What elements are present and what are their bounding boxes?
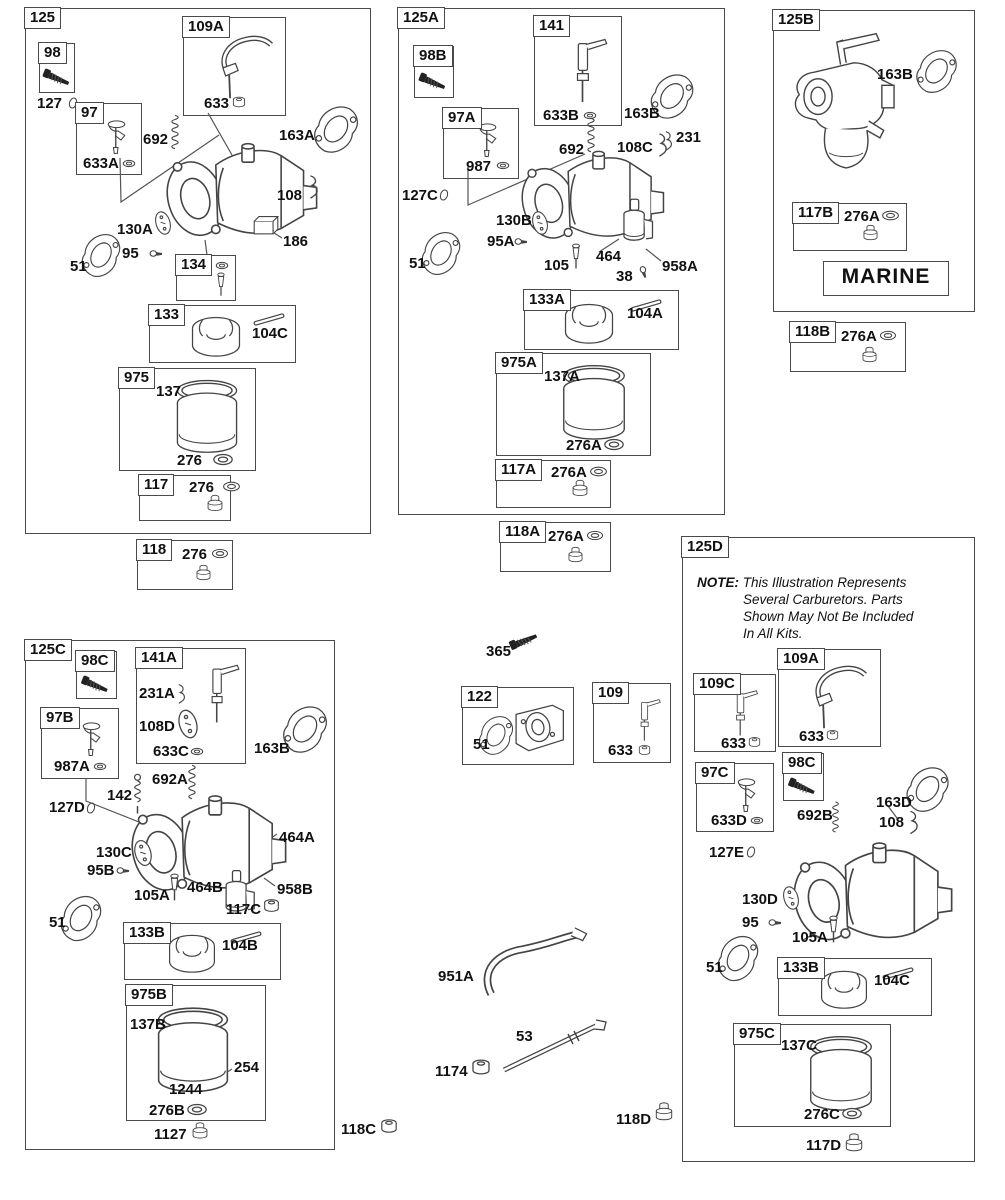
- screw-icon: [116, 865, 131, 876]
- part-box-label: 98B: [413, 45, 453, 67]
- part-label-137B: 137B: [130, 1016, 166, 1033]
- throttle-shaft-icon: [197, 663, 241, 727]
- washer-icon: [215, 261, 229, 270]
- part-box-label: 117: [138, 474, 174, 496]
- part-box-label: 134: [175, 254, 212, 276]
- spring-icon: [586, 113, 596, 157]
- note-label: NOTE:: [697, 575, 739, 590]
- seal-ring-icon: [85, 802, 97, 814]
- part-label-130B: 130B: [496, 212, 532, 229]
- part-box-label: 975B: [125, 984, 173, 1006]
- part-label-464A: 464A: [279, 829, 315, 846]
- section-tag: 125B: [772, 9, 820, 31]
- part-box-118A: [500, 522, 611, 572]
- part-box-label: 975: [118, 367, 155, 389]
- part-box-label: 141A: [135, 647, 183, 669]
- part-label-692B: 692B: [797, 807, 833, 824]
- part-label-130C: 130C: [96, 844, 132, 861]
- part-label-186: 186: [283, 233, 309, 250]
- part-label-104C: 104C: [252, 325, 288, 342]
- part-label-137A: 137A: [544, 368, 580, 385]
- part-label-276: 276: [189, 479, 215, 496]
- part-box-label: 97B: [40, 707, 80, 729]
- part-label-276C: 276C: [804, 1106, 840, 1123]
- jet-lever-icon: [725, 689, 759, 739]
- part-box-label: 98C: [75, 650, 115, 672]
- bowl-screw-icon: [844, 1131, 864, 1156]
- part-label-127E: 127E: [709, 844, 745, 861]
- section-125B: [773, 10, 975, 312]
- part-label-38: 38: [616, 268, 633, 285]
- section-tag: 125D: [681, 536, 729, 558]
- choke-plate-icon: [782, 884, 800, 912]
- part-box-label: 117A: [495, 459, 542, 481]
- note-line: Shown May Not Be Included: [743, 609, 914, 624]
- nut-icon: [263, 898, 280, 913]
- needle-valve-icon: [570, 243, 582, 271]
- washer-icon: [496, 161, 510, 170]
- throttle-shaft-icon: [561, 37, 609, 107]
- part-label-633: 633: [204, 95, 230, 112]
- o-ring-icon: [603, 438, 625, 451]
- part-label-51: 51: [706, 959, 723, 976]
- note-block: [697, 574, 959, 642]
- part-label-464B: 464B: [187, 879, 223, 896]
- part-label-1244: 1244: [169, 1081, 203, 1098]
- part-box-label: 118A: [499, 521, 546, 543]
- part-label-51: 51: [70, 258, 87, 275]
- part-label-163D: 163D: [876, 794, 912, 811]
- part-label-104A: 104A: [627, 305, 663, 322]
- part-label-127C: 127C: [402, 187, 438, 204]
- part-label-464: 464: [596, 248, 622, 265]
- nut-icon: [471, 1058, 491, 1076]
- part-box-label: 117B: [792, 202, 839, 224]
- float-icon: [167, 933, 217, 973]
- part-label-276A: 276A: [548, 528, 584, 545]
- washer-icon: [190, 747, 204, 756]
- part-label-117C: 117C: [226, 901, 262, 918]
- jet-lever-icon: [630, 698, 662, 744]
- part-box-label: 975A: [495, 352, 543, 374]
- part-label-633B: 633B: [543, 107, 579, 124]
- part-label-231A: 231A: [139, 685, 175, 702]
- o-ring-icon: [881, 210, 900, 221]
- part-box-label: 109A: [182, 16, 230, 38]
- seal-ring-icon: [745, 846, 757, 858]
- spring-icon: [187, 763, 197, 801]
- bowl-screw-icon: [206, 493, 224, 515]
- part-label-951A: 951A: [438, 968, 474, 985]
- part-label-104B: 104B: [222, 937, 258, 954]
- part-label-163B: 163B: [624, 105, 660, 122]
- choke-plate-icon: [531, 207, 549, 239]
- part-label-105A: 105A: [134, 887, 170, 904]
- seal-ring-icon: [438, 189, 450, 201]
- bowl-screw-icon: [191, 1120, 209, 1143]
- part-label-1174: 1174: [435, 1063, 468, 1080]
- bowl-screw-icon: [654, 1100, 674, 1125]
- part-box-label: 109C: [693, 673, 741, 695]
- o-ring-icon: [212, 453, 234, 466]
- clip-icon: [176, 683, 186, 705]
- part-box-label: 98C: [782, 752, 822, 774]
- fuel-tube-icon: [477, 924, 593, 998]
- part-box-label: 118: [136, 539, 172, 561]
- part-label-108: 108: [277, 187, 303, 204]
- choke-plate-icon: [154, 208, 172, 238]
- throttle-rod-icon: [498, 1012, 610, 1076]
- bushing-icon: [826, 729, 839, 741]
- note-line: In All Kits.: [743, 626, 803, 641]
- idle-screw-icon: [131, 773, 144, 815]
- part-label-633D: 633D: [711, 812, 747, 829]
- note-line: NOTE: This Illustration Represents: [697, 575, 907, 590]
- part-box-label: 133B: [777, 957, 825, 979]
- choke-cable-icon: [793, 664, 873, 730]
- part-label-276: 276: [177, 452, 203, 469]
- part-label-130D: 130D: [742, 891, 778, 908]
- part-label-51: 51: [473, 736, 490, 753]
- bowl-screw-icon: [861, 345, 878, 366]
- part-label-127D: 127D: [49, 799, 85, 816]
- part-label-231: 231: [676, 129, 702, 146]
- part-label-108D: 108D: [139, 718, 175, 735]
- o-ring-icon: [222, 481, 241, 492]
- gasket-icon: [904, 38, 969, 103]
- part-box-label: 97A: [442, 107, 482, 129]
- part-box-label: 109: [592, 682, 629, 704]
- part-label-163A: 163A: [279, 127, 315, 144]
- bowl-screw-icon: [567, 545, 584, 566]
- part-label-276: 276: [182, 546, 208, 563]
- part-label-276A: 276A: [844, 208, 880, 225]
- part-label-276A: 276A: [551, 464, 587, 481]
- part-label-276A: 276A: [841, 328, 877, 345]
- part-box-109: [593, 683, 671, 763]
- part-label-958A: 958A: [662, 258, 698, 275]
- part-label-104C: 104C: [874, 972, 910, 989]
- float-icon: [819, 969, 869, 1009]
- needle-valve-icon: [827, 915, 840, 945]
- part-label-108: 108: [879, 814, 905, 831]
- float-icon: [190, 315, 242, 357]
- part-label-365: 365: [486, 643, 512, 660]
- marine-carburetor-icon: [788, 29, 910, 197]
- spring-icon: [170, 111, 180, 153]
- part-label-163B: 163B: [877, 66, 913, 83]
- o-ring-icon: [841, 1107, 863, 1120]
- primer-pump-icon: [612, 195, 658, 255]
- part-box-label: 975C: [733, 1023, 781, 1045]
- section-125C: [25, 640, 335, 1150]
- marine-label: MARINE: [823, 261, 949, 296]
- part-label-137C: 137C: [781, 1037, 817, 1054]
- screw-icon: [514, 236, 529, 247]
- part-label-633: 633: [721, 735, 747, 752]
- spacer-icon: [507, 700, 567, 756]
- part-label-118C: 118C: [341, 1121, 377, 1138]
- part-label-53: 53: [516, 1028, 533, 1045]
- part-label-127: 127: [37, 95, 63, 112]
- part-label-130A: 130A: [117, 221, 153, 238]
- part-label-163B: 163B: [254, 740, 290, 757]
- part-label-51: 51: [409, 255, 426, 272]
- bolt-icon: [507, 627, 541, 655]
- part-box-label: 133A: [523, 289, 571, 311]
- section-tag: 125A: [397, 7, 445, 29]
- part-box-label: 118B: [789, 321, 836, 343]
- screw-icon: [149, 248, 164, 259]
- section-tag: 125C: [24, 639, 72, 661]
- part-box-label: 97: [75, 102, 104, 124]
- part-box-label: 98: [38, 42, 67, 64]
- part-box-label: 97C: [695, 762, 735, 784]
- section-125D: [682, 537, 975, 1162]
- washer-icon: [122, 159, 136, 168]
- part-label-105A: 105A: [792, 929, 828, 946]
- part-box-122: [462, 687, 574, 765]
- part-box-label: 122: [461, 686, 498, 708]
- o-ring-icon: [879, 330, 897, 341]
- bushing-icon: [748, 736, 761, 748]
- part-box-label: 109A: [777, 648, 825, 670]
- part-label-95: 95: [122, 245, 139, 262]
- screw-icon: [768, 917, 783, 928]
- bowl-screw-icon: [571, 478, 589, 500]
- mount-block-icon: [252, 215, 280, 237]
- o-ring-icon: [211, 548, 229, 559]
- part-label-95: 95: [742, 914, 759, 931]
- choke-plate-icon: [133, 836, 153, 870]
- bowl-screw-icon: [862, 223, 879, 244]
- part-label-254: 254: [234, 1059, 260, 1076]
- part-label-633: 633: [799, 728, 825, 745]
- section-tag: 125: [24, 7, 61, 29]
- part-label-118D: 118D: [616, 1111, 652, 1128]
- part-label-108C: 108C: [617, 139, 653, 156]
- part-label-633: 633: [608, 742, 634, 759]
- part-label-51: 51: [49, 914, 66, 931]
- part-box-118B: [790, 322, 906, 372]
- bushing-icon: [638, 744, 651, 756]
- clip-icon: [307, 173, 319, 201]
- part-box-label: 133: [148, 304, 185, 326]
- clip-icon: [907, 809, 919, 836]
- part-label-958B: 958B: [277, 881, 313, 898]
- part-label-1127: 1127: [154, 1126, 187, 1143]
- part-label-692: 692: [559, 141, 585, 158]
- o-ring-icon: [586, 530, 604, 541]
- part-label-633A: 633A: [83, 155, 119, 172]
- section-125A: [398, 8, 725, 515]
- part-box-label: 133B: [123, 922, 171, 944]
- plate-icon: [177, 707, 199, 741]
- part-label-95A: 95A: [487, 233, 515, 250]
- part-box-118: [137, 540, 233, 590]
- choke-cable-icon: [200, 34, 278, 100]
- part-label-987: 987: [466, 158, 492, 175]
- part-label-105: 105: [544, 257, 570, 274]
- nut-icon: [380, 1118, 398, 1134]
- part-label-692: 692: [143, 131, 169, 148]
- part-label-137: 137: [156, 383, 182, 400]
- bowl-screw-icon: [195, 563, 212, 584]
- part-label-276B: 276B: [149, 1102, 185, 1119]
- part-label-276A: 276A: [566, 437, 602, 454]
- part-label-95B: 95B: [87, 862, 115, 879]
- part-label-633C: 633C: [153, 743, 189, 760]
- o-ring-icon: [186, 1103, 208, 1116]
- needle-valve-icon: [215, 272, 227, 298]
- choke-valve-icon: [78, 721, 108, 763]
- part-label-692A: 692A: [152, 771, 188, 788]
- o-ring-icon: [589, 466, 608, 477]
- part-label-117D: 117D: [806, 1137, 842, 1154]
- washer-icon: [93, 762, 107, 771]
- section-125: [25, 8, 371, 534]
- washer-icon: [750, 816, 764, 825]
- clip-icon: [656, 131, 668, 159]
- part-box-label: 141: [533, 15, 570, 37]
- note-line: Several Carburetors. Parts: [743, 592, 903, 607]
- part-label-142: 142: [107, 787, 133, 804]
- part-label-987A: 987A: [54, 758, 90, 775]
- bushing-icon: [232, 96, 246, 108]
